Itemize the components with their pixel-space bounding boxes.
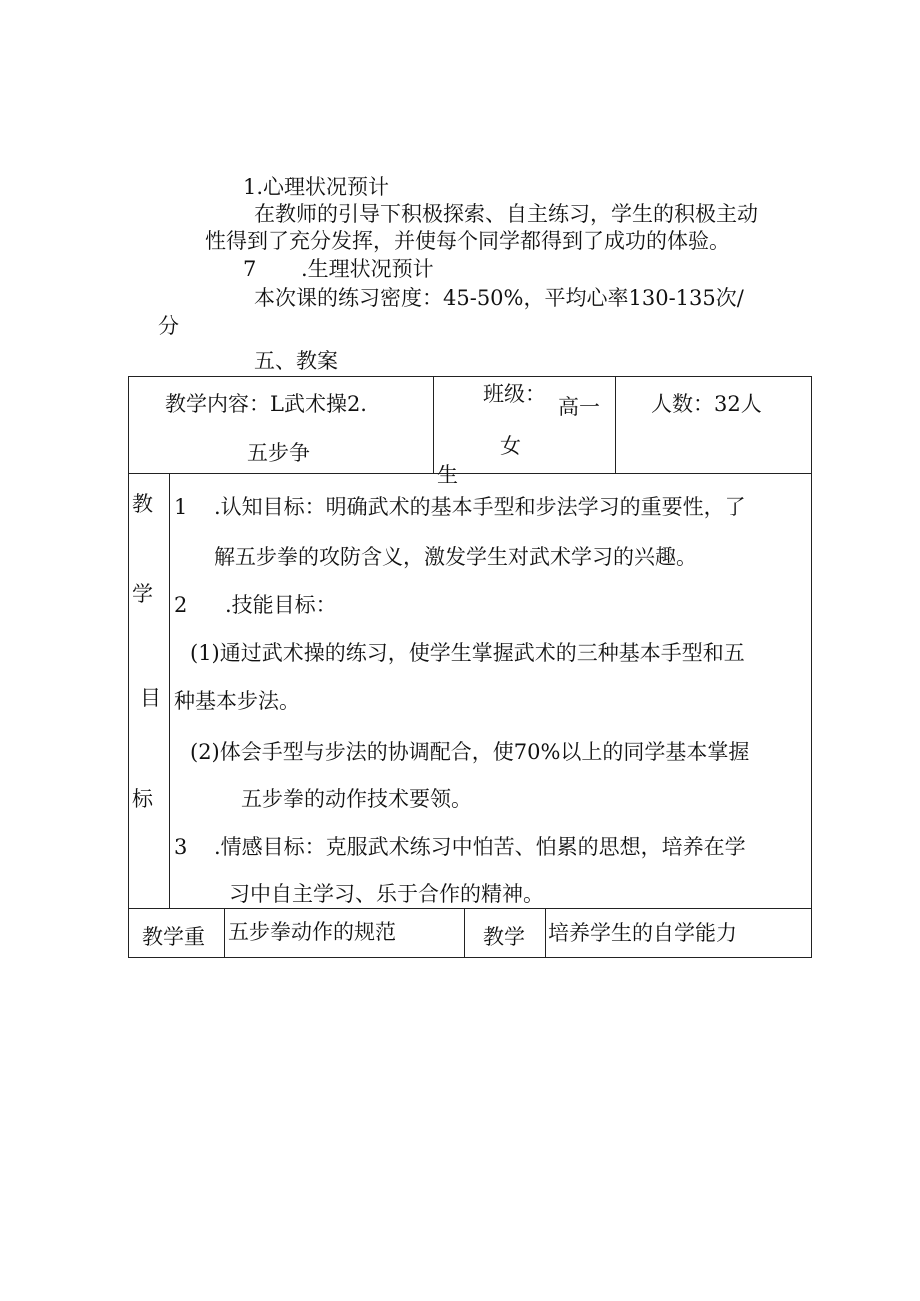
goal2a-text-line1: (1)通过武术操的练习，使学生掌握武术的三种基本手型和五 — [190, 641, 745, 665]
goal2b-text-line2: 五步拳的动作技术要领。 — [241, 787, 472, 811]
goal2a-text-line2: 种基本步法。 — [174, 689, 300, 713]
goal1-text-line2: 解五步拳的攻防含义，激发学生对武术学习的兴趣。 — [214, 545, 697, 569]
teaching-content-label: 教学内容：L武术操2. — [165, 392, 367, 416]
phys-number: 7 — [243, 257, 257, 281]
goal3-text-line2: 习中自主学习、乐于合作的精神。 — [229, 882, 544, 906]
goal3-number: 3 — [174, 835, 188, 859]
goal1-number: 1 — [174, 495, 188, 519]
teaching-content-line2: 五步争 — [247, 441, 310, 465]
goal1-text-line1: .认知目标：明确武术的基本手型和步法学习的重要性，了 — [214, 495, 746, 519]
class-value: 高一 — [558, 395, 600, 419]
class-value-line3: 生 — [437, 463, 458, 487]
difficulty-label: 教学 — [483, 925, 525, 949]
difficulty-value: 培养学生的自学能力 — [548, 921, 737, 945]
goal2-heading: .技能目标： — [225, 593, 337, 617]
goals-side-label-3: 目 — [140, 686, 161, 710]
phys-heading: .生理状况预计 — [301, 257, 434, 281]
key-point-value: 五步拳动作的规范 — [228, 920, 396, 944]
goal2b-text-line1: (2)体会手型与步法的协调配合，使70%以上的同学基本掌握 — [190, 740, 750, 764]
phys-text-line2: 分 — [158, 314, 179, 338]
goal2-number: 2 — [174, 593, 188, 617]
key-point-label: 教学重 — [142, 925, 205, 949]
goals-side-label-1: 教 — [132, 492, 153, 516]
phys-text-line1: 本次课的练习密度：45-50%，平均心率130-135次/ — [254, 286, 744, 310]
class-label: 班级： — [483, 382, 546, 406]
goals-side-label-2: 学 — [132, 582, 153, 606]
psych-heading: 1.心理状况预计 — [243, 175, 390, 199]
goal3-text-line1: .情感目标：克服武术练习中怕苦、怕累的思想，培养在学 — [214, 835, 746, 859]
student-count: 人数：32人 — [651, 392, 762, 416]
psych-text-line1: 在教师的引导下积极探索、自主练习，学生的积极主动 — [254, 202, 758, 226]
psych-text-line2: 性得到了充分发挥，并使每个同学都得到了成功的体验。 — [205, 229, 730, 253]
goals-side-label-4: 标 — [132, 787, 153, 811]
class-value-line2: 女 — [500, 434, 521, 458]
section-title: 五、教案 — [254, 349, 338, 373]
